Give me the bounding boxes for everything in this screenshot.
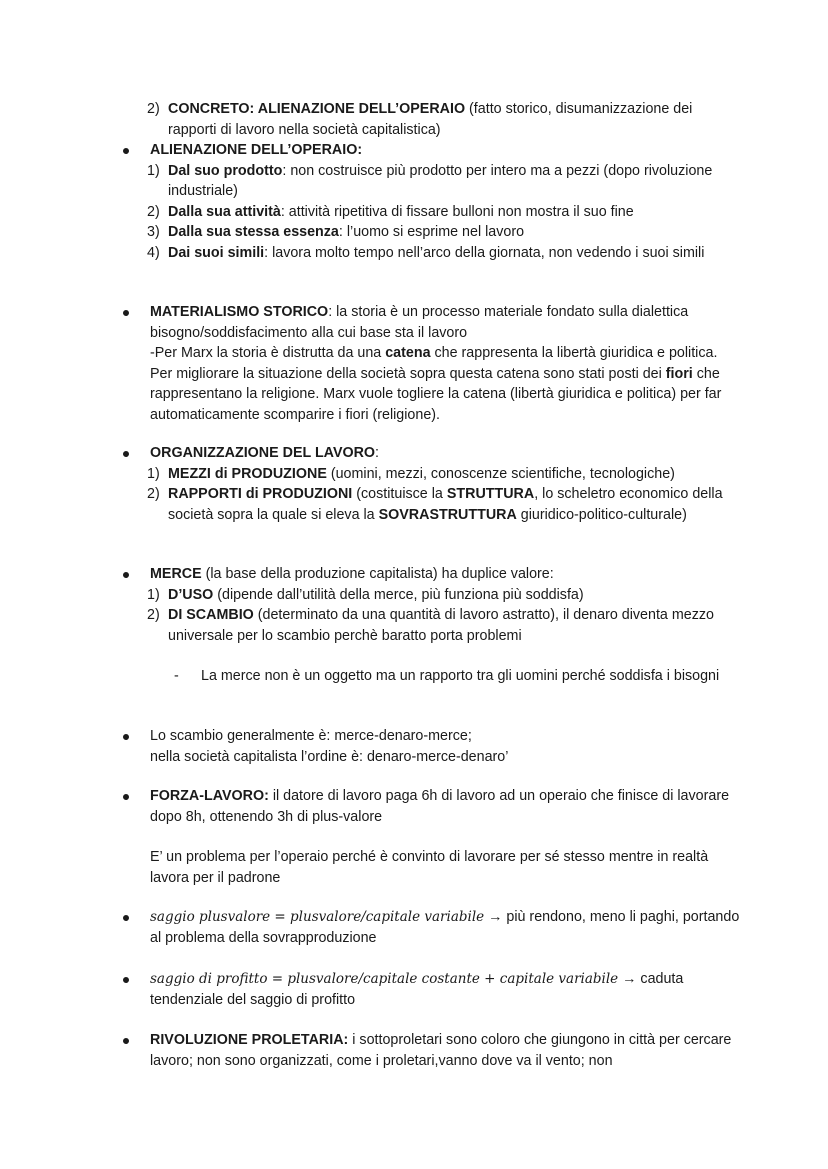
- saggio-plusvalore-section: saggio plusvalore = plusvalore/capitale variabile → più rendono, meno li paghi, portando al problema della sovrapproduzione: [150, 907, 740, 948]
- dash-list-item: - La merce non è un oggetto ma un rapporto tra gli uomini perché soddisfa i bisogni: [174, 668, 720, 684]
- bullet-icon: [123, 915, 129, 921]
- forza-lavoro-section: FORZA-LAVORO: il datore di lavoro paga 6h di lavoro ad un operaio che finisce di lavorare dopo 8h, ottenendo 3h di plus-valore E’ un problema per l’operaio perché è convinto di lavorare per sé stesso mentre in realtà lavora per il padrone: [150, 786, 740, 888]
- scambio-section: Lo scambio generalmente è: merce-denaro-merce; nella società capitalista l’ordine è: denaro-merce-denaro’: [150, 726, 740, 767]
- list-item: 3) Dalla sua stessa essenza: l’uomo si esprime nel lavoro: [147, 224, 525, 240]
- formula: saggio plusvalore = plusvalore/capitale variabile: [150, 909, 485, 925]
- bullet-icon: [123, 977, 129, 983]
- rivoluzione-section: RIVOLUZIONE PROLETARIA: i sottoproletari sono coloro che giungono in città per cercare lavoro; non sono organizzati, come i proletari,vanno dove va il vento; non: [150, 1030, 740, 1071]
- bullet-icon: [123, 734, 129, 740]
- section-heading: ALIENAZIONE DELL’OPERAIO:: [150, 142, 363, 158]
- saggio-profitto-section: saggio di profitto = plusvalore/capitale costante + capitale variabile → caduta tendenziale del saggio di profitto: [150, 969, 740, 1010]
- bullet-icon: [123, 1038, 129, 1044]
- list-item: 2) RAPPORTI di PRODUZIONI (costituisce la STRUTTURA, lo scheletro economico della società sopra la quale si eleva la SOVRASTRUTTURA giuridico-politico-culturale): [147, 486, 723, 523]
- list-item: 2) DI SCAMBIO (determinato da una quantità di lavoro astratto), il denaro diventa mezzo universale per lo scambio perchè baratto porta problemi: [147, 607, 714, 644]
- formula: saggio di profitto = plusvalore/capitale costante + capitale variabile: [150, 971, 619, 987]
- list-item: 1) D’USO (dipende dall’utilità della merce, più funziona più soddisfa): [147, 586, 584, 603]
- list-item: 2) Dalla sua attività: attività ripetitiva di fissare bulloni non mostra il suo fine: [147, 203, 634, 220]
- organizzazione-section: ORGANIZZAZIONE DEL LAVORO: 1) MEZZI di PRODUZIONE (uomini, mezzi, conoscenze scientifiche, tecnologiche) 2) RAPPORTI di PRODUZIONI (costituisce la STRUTTURA, lo scheletro economico della società sopra la quale si eleva la SOVRASTRUTTURA giuridico-politico-culturale): [150, 443, 740, 525]
- alienazione-section: [147, 140, 740, 263]
- bullet-icon: [123, 148, 129, 154]
- bullet-icon: [123, 451, 129, 457]
- bullet-icon: [123, 794, 129, 800]
- list-item: 1) MEZZI di PRODUZIONE (uomini, mezzi, conoscenze scientifiche, tecnologiche): [147, 465, 675, 482]
- materialismo-section: MATERIALISMO STORICO: la storia è un processo materiale fondato sulla dialettica bisogno/soddisfacimento alla cui base sta il lavoro -Per Marx la storia è distrutta da una catena che rappresenta la libertà giuridica e politica. Per migliorare la situazione della società sopra questa catena sono stati posti dei fiori che rappresentano la religione. Marx vuole togliere la catena (libertà giuridica e politica) per far automaticamente scomparire i fiori (religione).: [150, 302, 740, 425]
- bullet-icon: [123, 572, 129, 578]
- concreto-item: 2) CONCRETO: ALIENAZIONE DELL’OPERAIO (fatto storico, disumanizzazione dei rapporti di lavoro nella società capitalistica): [147, 101, 693, 138]
- merce-section: MERCE (la base della produzione capitalista) ha duplice valore: 1) D’USO (dipende dall’utilità della merce, più funziona più soddisfa) 2) DI SCAMBIO (determinato da una quantità di lavoro astratto), il denaro diventa mezzo universale per lo scambio perchè baratto porta problemi - La merce non è un oggetto ma un rapporto tra gli uomini perché soddisfa i bisogni: [150, 564, 740, 687]
- bullet-icon: [123, 310, 129, 316]
- list-item: 4) Dai suoi simili: lavora molto tempo nell’arco della giornata, non vedendo i suoi simili: [147, 244, 705, 261]
- list-item: 1) Dal suo prodotto: non costruisce più prodotto per intero ma a pezzi (dopo rivoluzione industriale): [147, 162, 713, 199]
